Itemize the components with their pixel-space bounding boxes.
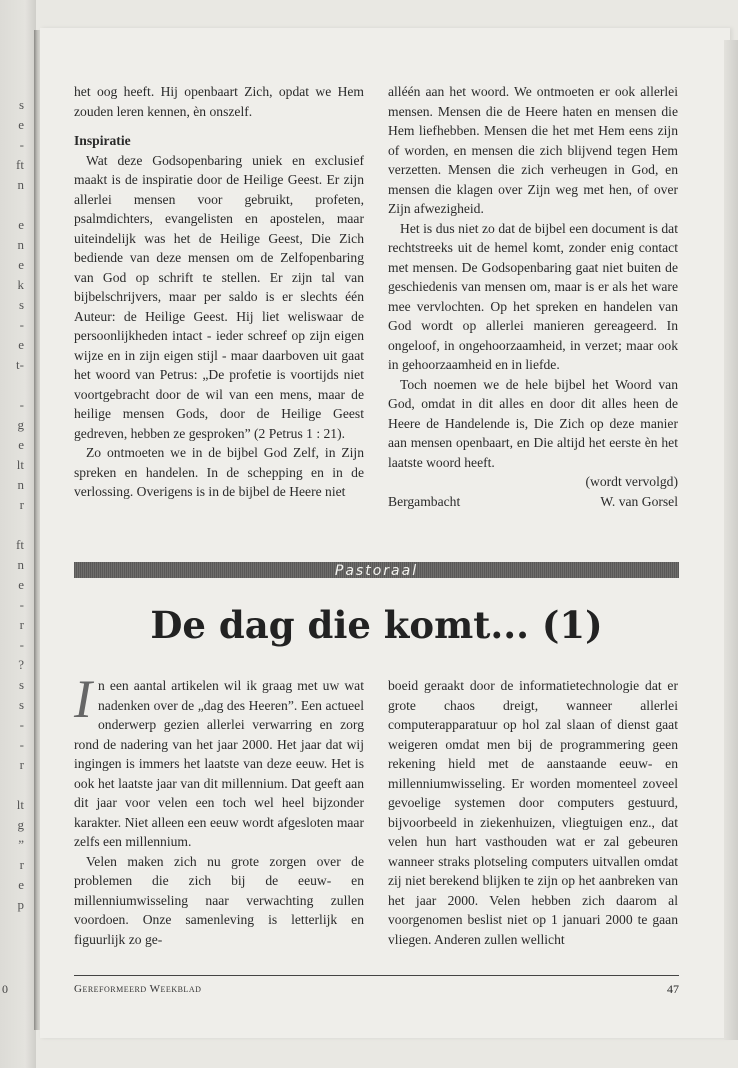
previous-page-fragment: n xyxy=(17,557,24,572)
previous-page-fragment: n xyxy=(17,237,24,252)
publication-name: Gereformeerd Weekblad xyxy=(74,983,202,995)
paragraph: boeid geraakt door de informatietechnologie dat er grote chaos dreigt, wanneer allerlei computerapparatuur op hol zal slaan of dienst gaat weigeren omdat men bij de programmering geen rekening hield met de aanstaande eeuw- en millenniumwisseling. Er worden momenteel zoveel gevoelige systemen door computers gestuurd, bijvoorbeeld in ziekenhuizen, vliegtuigen enz., dat velen hun hart vasthouden wat er zal gebeuren wanneer straks plotseling computers uitvallen omdat zij niet berekend blijken te zijn op het aanbreken van het jaar 2000. Velen hebben zich daarom al voorgenomen beslist niet op 1 januari 2000 te gaan vliegen. Anderen zullen wellicht xyxy=(388,678,678,947)
previous-page-text-fragments xyxy=(2,96,24,916)
article-left-column xyxy=(74,669,364,949)
previous-page-fragment: ft xyxy=(16,537,24,552)
previous-page-fragment: ft xyxy=(16,157,24,172)
previous-page-fragment: t- xyxy=(16,357,24,372)
previous-page-fragment: s xyxy=(18,697,24,712)
previous-page-fragment: p xyxy=(17,897,24,912)
paragraph: het oog heeft. Hij openbaart Zich, opdat we Hem zouden leren kennen, èn onszelf. xyxy=(74,84,364,119)
previous-page-fragment: g xyxy=(17,817,24,832)
previous-page-fragment: s xyxy=(18,97,24,112)
previous-page-fragment: - xyxy=(19,717,24,732)
section-banner xyxy=(74,562,679,578)
signature-author: W. van Gorsel xyxy=(600,493,678,509)
article-continuation-left-column xyxy=(74,82,364,502)
paragraph xyxy=(74,669,364,852)
paragraph: Het is dus niet zo dat de bijbel een document is dat rechtstreeks uit de hemel komt, zonder enig contact met mensen. De Godsopenbaring gaat niet buiten de geschiedenis van mensen om, maar is er als het ware mee vervlochten. Op het spreken en handelen van God wordt op allerlei manieren gereageerd. In ongeloof, in ongehoorzaamheid, in verzet; maar ook in gehoorzaamheid en in liefde. xyxy=(388,220,678,372)
previous-page-fragment xyxy=(2,776,24,796)
signature-row xyxy=(388,492,678,512)
previous-page-fragment: e xyxy=(18,437,24,452)
previous-page-fragment: - xyxy=(19,637,24,652)
previous-page-number: 0 xyxy=(2,982,8,996)
drop-cap: I xyxy=(74,669,92,729)
previous-page-fragment: k xyxy=(17,277,24,292)
previous-page-edge xyxy=(0,0,36,1068)
previous-page-fragment: n xyxy=(17,477,24,492)
section-heading-inspiratie: Inspiratie xyxy=(74,133,131,148)
previous-page-fragment: g xyxy=(17,417,24,432)
paragraph: Toch noemen we de hele bijbel het Woord van God, omdat in dit alles en door dit alles heen de Heere de Handelende is, Die Zich op deze manier aan mensen openbaart, en Die altijd het eerste èn het laatste woord heeft. xyxy=(388,376,678,470)
signature-place: Bergambacht xyxy=(388,493,461,509)
page-number: 47 xyxy=(667,982,679,996)
previous-page-fragment: r xyxy=(19,617,24,632)
previous-page-fragment: s xyxy=(18,297,24,312)
previous-page-fragment xyxy=(2,196,24,216)
paragraph: alléén aan het woord. We ontmoeten er ook allerlei mensen. Mensen die de Heere haten en mensen die Hem liefhebben. Mensen die het met Hem eens zijn of worden, en mensen die zich blijvend tegen Hem verzetten. Mensen die zich verheugen in God, en mensen die klagen over Zijn weg met hen, of over Zijn afwezigheid. xyxy=(388,84,678,216)
previous-page-fragment xyxy=(2,376,24,396)
previous-page-fragment: r xyxy=(19,497,24,512)
paragraph: Wat deze Godsopenbaring uniek en exclusief maakt is de inspiratie door de Heilige Geest. Er zijn allerlei mensen voor gebruikt, profeten, psalmdichters, evangelisten en apostelen, maar uiteindelijk was het de Heilige Geest, Die Zich bediende van deze mensen om de Zelfopenbaring van God op schrift te stellen. Er zijn tal van bijbelschrijvers, maar per saldo is er slechts één Auteur: de Heilige Geest. Hij liet weliswaar de persoonlijkheden intact - ieder schreef op zijn eigen wijze en in zijn eigen stijl - maar daarboven uit gaat het woord van Petrus: „De profetie is voortijds niet voortgebracht door de wil van een mens, maar de heilige mensen Gods, door de Heilige Geest gedreven, hebben ze gesproken” (2 Petrus 1 : 21). xyxy=(74,152,364,441)
previous-page-fragment: e xyxy=(18,577,24,592)
previous-page-fragment: ” xyxy=(18,837,24,852)
previous-page-fragment: e xyxy=(18,257,24,272)
previous-page-fragment: n xyxy=(17,177,24,192)
paragraph: Zo ontmoeten we in de bijbel God Zelf, in Zijn spreken en handelen. In de schepping en in de verlossing. Overigens is in de bijbel de Heere niet xyxy=(74,445,364,499)
article-headline: De dag die komt... (1) xyxy=(150,603,603,647)
previous-page-fragment: - xyxy=(19,317,24,332)
footer-rule xyxy=(74,975,679,976)
previous-page-fragment: - xyxy=(19,137,24,152)
previous-page-fragment: lt xyxy=(16,797,24,812)
article-right-column xyxy=(388,676,678,949)
previous-page-fragment: - xyxy=(19,737,24,752)
previous-page-fragment: e xyxy=(18,877,24,892)
previous-page-fragment: r xyxy=(19,857,24,872)
previous-page-fragment: lt xyxy=(16,457,24,472)
to-be-continued-note: (wordt vervolgd) xyxy=(585,474,678,489)
article-continuation-right-column xyxy=(388,82,678,511)
previous-page-fragment: s xyxy=(18,677,24,692)
previous-page-fragment: - xyxy=(19,597,24,612)
page-right-edge xyxy=(724,40,738,1040)
previous-page-fragment: - xyxy=(19,397,24,412)
paragraph: Velen maken zich nu grote zorgen over de problemen die zich bij de eeuw- en millenniumwisseling naar verwachting zullen voordoen. Onze samenleving is letterlijk en figuurlijk zo ge- xyxy=(74,853,364,947)
previous-page-fragment: r xyxy=(19,757,24,772)
section-banner-label: Pastoraal xyxy=(334,563,419,579)
previous-page-fragment: e xyxy=(18,337,24,352)
previous-page-fragment: ? xyxy=(18,657,24,672)
paragraph-text: n een aantal artikelen wil ik graag met uw wat nadenken over de „dag des Heeren”. Een actueel onderwerp gezien allerlei verwarring en zorg rond de nadering van het jaar 2000. Het jaar dat wij ingingen is immers het laatste van deze eeuw. Het is ook het laatste jaar van dit millennium. Dat geeft aan dit jaar voor velen een toch wel heel bijzonder karakter. Niet alleen een eeuw wordt afgesloten maar zelfs een millennium. xyxy=(74,678,364,849)
previous-page-fragment xyxy=(2,516,24,536)
previous-page-fragment: e xyxy=(18,117,24,132)
previous-page-fragment: e xyxy=(18,217,24,232)
